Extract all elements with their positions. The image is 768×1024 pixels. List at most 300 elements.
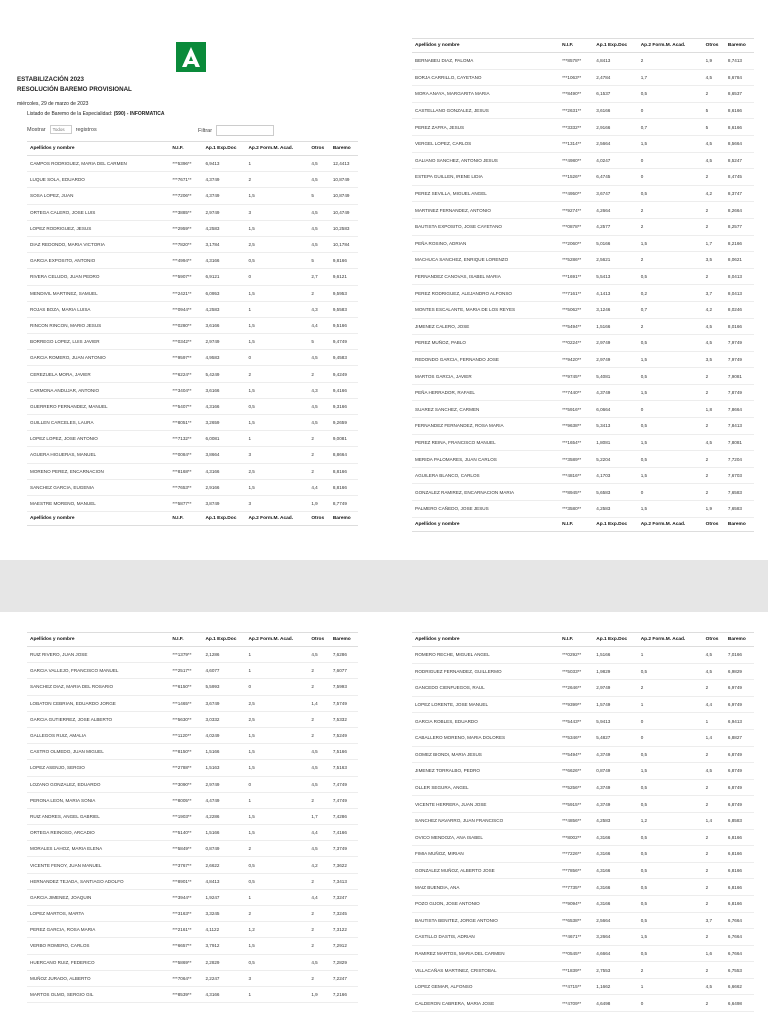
col-otros-cell: 4,5: [703, 647, 725, 664]
col-ap1-cell: 3,6747: [593, 185, 637, 202]
col-name-cell: LOPEZ MARTOS, MARTA: [27, 906, 169, 922]
col-nif-cell: ***5033**: [559, 663, 593, 680]
table-row: [27, 172, 358, 188]
col-baremo-cell: 7,5166: [330, 744, 358, 760]
col-ap1-header[interactable]: Ap.1 Exp.Doc: [202, 142, 245, 156]
col-ap2-cell: 0: [245, 269, 308, 285]
col-ap2-cell: 1,5: [245, 938, 308, 954]
table-row: [27, 986, 358, 1002]
col-otros-cell: 1,9: [703, 53, 725, 70]
col-name-cell: GARCIA VALLEJO, FRANCISCO MANUEL: [27, 663, 169, 679]
baremo-table: [27, 632, 358, 1003]
col-name-cell: FERNANDEZ FERNANDEZ, ROSA MARIA: [412, 418, 559, 435]
col-nif-cell: ***3090**: [169, 776, 202, 792]
col-nif-cell: ***2161**: [169, 922, 202, 938]
col-nif-cell: ***7856**: [559, 862, 593, 879]
table-row: [412, 763, 754, 780]
col-otros-cell: 4,2: [703, 301, 725, 318]
col-name-header: Apellidos y nombre: [27, 633, 169, 647]
baremo-table: [412, 38, 754, 532]
col-ap1-cell: 4,3749: [593, 796, 637, 813]
col-nif-cell: ***9094**: [559, 895, 593, 912]
col-name-cell: PEREZ RODRIGUEZ, ALEJANDRO ALFONSO: [412, 285, 559, 302]
col-nif-cell: ***3580**: [559, 501, 593, 518]
table-row: [27, 398, 358, 414]
specialty: (590) - INFORMATICA: [113, 111, 165, 117]
col-ap2-cell: 1,5: [638, 467, 703, 484]
col-ap1-cell: 5,9413: [593, 713, 637, 730]
col-ap2-cell: 0,5: [245, 253, 308, 269]
col-ap1-cell: 3,8664: [202, 447, 245, 463]
col-otros-cell: 4,5: [308, 647, 330, 663]
col-name-cell: DIAZ REDONDO, MARIA VICTORIA: [27, 236, 169, 252]
col-baremo-cell: 7,2247: [330, 970, 358, 986]
col-otros-cell: 4,5: [703, 335, 725, 352]
table-row: [27, 156, 358, 172]
col-ap2-cell: 0,5: [638, 451, 703, 468]
col-ap2-cell: 1: [245, 301, 308, 317]
col-ap1-cell: 2,9749: [593, 335, 637, 352]
col-ap1-cell: 4,3166: [202, 986, 245, 1002]
col-nif-cell: ***9274**: [559, 202, 593, 219]
col-nif-cell: ***3885**: [169, 204, 202, 220]
col-name-cell: BAUTISTA BENITEZ, JORGE ANTONIO: [412, 912, 559, 929]
col-nif-cell: ***0878**: [559, 218, 593, 235]
filter-label: Filtrar: [198, 127, 213, 134]
col-otros-cell: 2,7: [308, 269, 330, 285]
show-label: Mostrar: [27, 126, 46, 133]
col-baremo-cell: 7,7204: [725, 451, 754, 468]
table-row: [412, 862, 754, 879]
col-ap1-cell: 6,9121: [202, 269, 245, 285]
length-select[interactable]: Todos: [50, 125, 72, 134]
table-row: [412, 779, 754, 796]
col-name-cell: PERONA LEON, MARIA SONIA: [27, 792, 169, 808]
col-baremo-cell: 6,9749: [725, 680, 754, 697]
col-otros-cell: 2: [703, 169, 725, 186]
table-row: [412, 384, 754, 401]
col-name-cell: PEÑA HERRADOR, RAFAEL: [412, 384, 559, 401]
col-nif-cell: ***8539**: [169, 986, 202, 1002]
col-ap1-cell: 2,5664: [593, 912, 637, 929]
col-name-cell: PEÑA ROSINO, ADRIAN: [412, 235, 559, 252]
col-nif-cell: ***5494**: [559, 318, 593, 335]
col-nif-cell: ***7132**: [169, 431, 202, 447]
col-nif-cell: ***3404**: [169, 382, 202, 398]
col-ap1-cell: 4,3166: [593, 846, 637, 863]
col-baremo-cell: 6,8827: [725, 729, 754, 746]
col-baremo-cell: 9,5953: [330, 285, 358, 301]
col-otros-cell: 2: [703, 202, 725, 219]
col-ap2-cell: 3: [245, 204, 308, 220]
col-name-cell: SANCHEZ DIAZ, MARIA DEL ROSARIO: [27, 679, 169, 695]
table-row: [27, 954, 358, 970]
col-name-cell: JIMENEZ CALERO, JOSE: [412, 318, 559, 335]
table-row: [27, 647, 358, 663]
col-nif-cell: ***9399**: [559, 696, 593, 713]
col-ap1-cell: 6,0953: [202, 285, 245, 301]
col-ap2-cell: 1: [245, 156, 308, 172]
col-ap1-cell: 5,4827: [593, 729, 637, 746]
col-ap2-cell: 2: [638, 53, 703, 70]
col-nif-cell: ***0545**: [559, 945, 593, 962]
col-name-cell: RIVERA CELUDO, JUAN PEDRO: [27, 269, 169, 285]
col-baremo-cell: 8,0413: [725, 285, 754, 302]
doc-title: ESTABILIZACIÓN 2023: [17, 76, 84, 83]
col-ap1-cell: 3,2659: [202, 415, 245, 431]
col-nif-cell: ***8490**: [559, 86, 593, 103]
col-nif-cell: ***1465**: [169, 695, 202, 711]
col-ap2-cell: 0,5: [638, 895, 703, 912]
col-ap1-header: Ap.1 Exp.Doc: [202, 633, 245, 647]
col-ap1-cell: 0,8749: [593, 763, 637, 780]
col-baremo-cell: 6,9829: [725, 663, 754, 680]
col-nif-cell: ***7161**: [559, 285, 593, 302]
col-name-cell: MUÑOZ JURADO, ALBERTO: [27, 970, 169, 986]
table-row: [412, 351, 754, 368]
col-ap2-cell: 1: [638, 978, 703, 995]
col-baremo-cell: 10,8749: [330, 172, 358, 188]
table-row: [27, 711, 358, 727]
col-baremo-cell: 7,3245: [330, 906, 358, 922]
col-name-header: Apellidos y nombre: [412, 517, 559, 531]
table-row: [27, 415, 358, 431]
col-nif-cell: ***0280**: [169, 317, 202, 333]
col-name-cell: VERBO ROMERO, CARLOS: [27, 938, 169, 954]
col-ap1-cell: 4,3166: [593, 879, 637, 896]
col-ap2-cell: 1: [638, 647, 703, 664]
col-name-cell: GUERRERO FERNANDEZ, MANUEL: [27, 398, 169, 414]
table-row: [412, 945, 754, 962]
col-name-header: Apellidos y nombre: [412, 39, 559, 53]
col-name-cell: RODRIGUEZ FERNANDEZ, GUILLERMO: [412, 663, 559, 680]
col-ap1-cell: 4,3749: [202, 172, 245, 188]
col-baremo-header: Baremo: [725, 517, 754, 531]
col-baremo-cell: 7,8749: [725, 384, 754, 401]
col-name-cell: ESTEPA GUILLEN, IRENE LIDIA: [412, 169, 559, 186]
col-otros-cell: 4,4: [703, 696, 725, 713]
col-ap1-cell: 4,6077: [202, 663, 245, 679]
col-ap2-cell: 0,5: [245, 873, 308, 889]
col-nif-cell: ***8002**: [559, 829, 593, 846]
filter-input[interactable]: [216, 125, 274, 136]
col-nif-cell: ***5407**: [169, 398, 202, 414]
col-ap1-cell: 5,5993: [202, 679, 245, 695]
col-ap2-cell: 1: [245, 986, 308, 1002]
col-baremo-cell: 6,7664: [725, 945, 754, 962]
col-ap2-cell: 0,5: [638, 335, 703, 352]
table-row: [412, 846, 754, 863]
col-ap1-header: Ap.1 Exp.Doc: [593, 517, 637, 531]
col-otros-cell: 2: [703, 467, 725, 484]
col-ap1-cell: 5,4249: [202, 366, 245, 382]
col-otros-cell: 1,9: [703, 501, 725, 518]
col-baremo-cell: 8,7749: [330, 495, 358, 511]
col-baremo-header: Baremo: [330, 633, 358, 647]
col-ap1-cell: 1,5163: [202, 760, 245, 776]
col-otros-cell: 4,5: [308, 398, 330, 414]
col-ap2-cell: 0,5: [245, 398, 308, 414]
col-name-cell: OVICO MENDOZA, ANA ISABEL: [412, 829, 559, 846]
col-nif-cell: ***8578**: [559, 53, 593, 70]
col-otros-cell: 1,9: [308, 495, 330, 511]
col-baremo-cell: 9,4749: [330, 334, 358, 350]
col-ap1-cell: 2,9166: [202, 479, 245, 495]
col-ap2-cell: 2: [638, 680, 703, 697]
col-ap2-cell: 0,5: [638, 418, 703, 435]
col-baremo-cell: 7,6703: [725, 467, 754, 484]
col-nif-cell: ***8150**: [169, 744, 202, 760]
col-baremo-cell: 9,0081: [330, 431, 358, 447]
col-otros-cell: 4,4: [308, 889, 330, 905]
col-ap1-cell: 4,8413: [593, 53, 637, 70]
col-nif-cell: ***7671**: [169, 172, 202, 188]
col-nif-cell: ***1379**: [169, 647, 202, 663]
col-name-cell: LOZANO GONZALEZ, EDUARDO: [27, 776, 169, 792]
col-otros-cell: 1,7: [308, 808, 330, 824]
col-name-cell: LOPEZ RODRIGUEZ, JESUS: [27, 220, 169, 236]
col-name-cell: VERGEL LOPEZ, CARLOS: [412, 135, 559, 152]
col-ap1-header: Ap.1 Exp.Doc: [593, 39, 637, 53]
table-row: [27, 220, 358, 236]
col-nif-cell: ***1314**: [559, 135, 593, 152]
col-ap2-cell: 0,2: [638, 285, 703, 302]
col-otros-cell: 3,7: [703, 912, 725, 929]
col-ap1-cell: 6,1537: [593, 86, 637, 103]
page-3: [0, 612, 384, 1024]
col-nif-cell: ***7064**: [169, 970, 202, 986]
col-otros-cell: 2: [703, 879, 725, 896]
col-ap1-cell: 5,4081: [593, 368, 637, 385]
col-nif-header: N.I.F.: [559, 633, 593, 647]
col-baremo-cell: 7,5249: [330, 727, 358, 743]
col-baremo-cell: 9,2659: [330, 415, 358, 431]
col-ap1-cell: 4,2583: [593, 812, 637, 829]
col-otros-cell: 1,4: [308, 695, 330, 711]
col-baremo-cell: 6,6662: [725, 978, 754, 995]
col-ap2-cell: 0: [638, 102, 703, 119]
col-ap1-cell: 4,3749: [593, 779, 637, 796]
col-nif-cell: ***5346**: [559, 729, 593, 746]
col-name-cell: CARMONA ANDUJAR, ANTONIO: [27, 382, 169, 398]
col-baremo-cell: 6,8166: [725, 846, 754, 863]
col-nif-cell: ***6626**: [559, 763, 593, 780]
col-ap2-cell: 0: [638, 713, 703, 730]
col-ap2-cell: 1,5: [245, 188, 308, 204]
col-baremo-cell: 9,8166: [330, 253, 358, 269]
col-baremo-cell: 7,9749: [725, 351, 754, 368]
col-nif-cell: ***2421**: [169, 285, 202, 301]
col-ap2-cell: 2: [245, 906, 308, 922]
col-ap2-cell: 3: [245, 495, 308, 511]
table-row: [27, 922, 358, 938]
col-otros-cell: 1,8: [703, 401, 725, 418]
col-baremo-cell: 7,9081: [725, 368, 754, 385]
col-name-cell: GARCIA ROBLES, EDUARDO: [412, 713, 559, 730]
table-row: [412, 335, 754, 352]
col-name-cell: MERIDA PALOMARES, JUAN CARLOS: [412, 451, 559, 468]
col-nif-cell: ***7206**: [169, 188, 202, 204]
col-baremo-cell: 7,0166: [725, 647, 754, 664]
col-ap2-header: Ap.2 Form.M. Acad.: [638, 39, 703, 53]
col-otros-cell: 2: [308, 463, 330, 479]
col-ap2-cell: 0,5: [245, 954, 308, 970]
listing-line: [27, 111, 164, 117]
col-baremo-cell: 6,8749: [725, 779, 754, 796]
col-ap2-header: Ap.2 Form.M. Acad.: [245, 512, 308, 526]
col-name-cell: PEREZ MUÑOZ, PABLO: [412, 335, 559, 352]
col-name-cell: SOSA LOPEZ, JUAN: [27, 188, 169, 204]
table-row: [412, 647, 754, 664]
col-nif-cell: ***5396**: [169, 156, 202, 172]
col-name-cell: VILLACAÑAS MARTINEZ, CRISTOBAL: [412, 962, 559, 979]
col-otros-cell: 2: [703, 746, 725, 763]
table-row: [412, 746, 754, 763]
col-ap1-cell: 3,8749: [202, 495, 245, 511]
col-otros-cell: 2: [703, 268, 725, 285]
col-baremo-cell: 8,0166: [725, 318, 754, 335]
col-otros-cell: 4,4: [308, 479, 330, 495]
col-ap2-cell: 1,5: [638, 501, 703, 518]
col-name-cell: BORREGO LOPEZ, LUIS JAVIER: [27, 334, 169, 350]
col-otros-cell: 4,5: [308, 841, 330, 857]
header-row: [27, 633, 358, 647]
col-otros-cell: 2: [308, 711, 330, 727]
col-nif-cell: ***1120**: [169, 727, 202, 743]
col-ap2-cell: 0,5: [638, 879, 703, 896]
col-otros-cell: 2: [308, 285, 330, 301]
col-baremo-cell: 7,4286: [330, 808, 358, 824]
col-name-cell: MARTOS GARCIA, JAVIER: [412, 368, 559, 385]
table-row: [27, 463, 358, 479]
table-row: [412, 152, 754, 169]
col-otros-cell: 4,5: [703, 663, 725, 680]
col-baremo-cell: 8,2664: [725, 202, 754, 219]
col-name-cell: CASTILLO DASTIS, ADRIAN: [412, 929, 559, 946]
col-ap1-cell: 1,9247: [202, 889, 245, 905]
col-baremo-cell: 7,5163: [330, 760, 358, 776]
col-ap2-header[interactable]: Ap.2 Form.M. Acad.: [245, 142, 308, 156]
col-otros-cell: 2: [703, 829, 725, 846]
col-ap2-cell: 1,5: [245, 334, 308, 350]
table-row: [27, 431, 358, 447]
col-ap2-header: Ap.2 Form.M. Acad.: [638, 633, 703, 647]
col-ap2-cell: 1: [245, 647, 308, 663]
col-nif-cell: ***7226**: [559, 846, 593, 863]
col-baremo-header: Baremo: [330, 512, 358, 526]
col-otros-cell: 4,5: [703, 434, 725, 451]
col-ap2-cell: 1: [245, 889, 308, 905]
col-name-header[interactable]: Apellidos y nombre: [27, 142, 169, 156]
col-ap1-cell: 1,8081: [593, 434, 637, 451]
table-row: [412, 929, 754, 946]
col-ap2-cell: 1,5: [638, 135, 703, 152]
col-name-cell: LUQUE SOLA, EDUARDO: [27, 172, 169, 188]
col-ap2-cell: 0,5: [638, 268, 703, 285]
col-otros-header[interactable]: Otros: [308, 142, 330, 156]
col-otros-cell: 4,3: [308, 382, 330, 398]
col-baremo-cell: 9,5166: [330, 317, 358, 333]
col-nif-header: N.I.F.: [169, 633, 202, 647]
col-name-cell: MARTINEZ FERNANDEZ, ANTONIO: [412, 202, 559, 219]
col-ap1-cell: 3,7912: [202, 938, 245, 954]
col-ap1-cell: 6,9413: [202, 156, 245, 172]
table-row: [412, 69, 754, 86]
col-ap2-cell: 1: [245, 431, 308, 447]
col-ap1-cell: 2,4784: [593, 69, 637, 86]
col-baremo-header: Baremo: [725, 39, 754, 53]
col-nif-cell: ***5494**: [559, 746, 593, 763]
col-ap2-cell: 1,5: [245, 220, 308, 236]
table-row: [412, 484, 754, 501]
col-name-cell: GOMEZ BIONDI, MARIA JESUS: [412, 746, 559, 763]
col-ap2-cell: 1,5: [245, 808, 308, 824]
col-ap1-cell: 5,2204: [593, 451, 637, 468]
col-ap2-cell: 1,5: [638, 763, 703, 780]
col-nif-cell: ***1654**: [559, 434, 593, 451]
col-name-cell: VICENTE FENOY, JUAN MANUEL: [27, 857, 169, 873]
col-baremo-cell: 7,6583: [725, 484, 754, 501]
col-ap2-cell: 2: [245, 841, 308, 857]
table-row: [412, 713, 754, 730]
records-label: registros: [75, 126, 97, 133]
col-ap2-cell: 0,7: [638, 301, 703, 318]
col-ap2-cell: 0: [638, 169, 703, 186]
table-row: [27, 679, 358, 695]
col-nif-cell: ***7440**: [559, 384, 593, 401]
col-name-cell: ORTEGA REINOSO, ARCADIO: [27, 825, 169, 841]
col-nif-cell: ***5849**: [169, 841, 202, 857]
table-row: [412, 119, 754, 136]
col-otros-header: Otros: [308, 512, 330, 526]
col-ap2-cell: 0: [638, 484, 703, 501]
col-ap1-cell: 1,5166: [593, 647, 637, 664]
table-row: [412, 879, 754, 896]
col-otros-cell: 4,5: [308, 350, 330, 366]
col-name-cell: GARCIA ROMERO, JUAN ANTONIO: [27, 350, 169, 366]
col-ap2-cell: 1,5: [245, 825, 308, 841]
footer-row: [27, 512, 358, 526]
col-nif-cell: ***5869**: [169, 954, 202, 970]
col-name-cell: LOPEZ LOPEZ, JOSE ANTONIO: [27, 431, 169, 447]
table-row: [412, 268, 754, 285]
col-ap1-cell: 3,6749: [202, 695, 245, 711]
col-baremo-cell: 8,8166: [330, 463, 358, 479]
col-otros-cell: 2: [308, 727, 330, 743]
col-otros-cell: 2: [308, 792, 330, 808]
footer-row: [412, 517, 754, 531]
col-baremo-cell: 6,8583: [725, 812, 754, 829]
table-row: [27, 857, 358, 873]
col-nif-header[interactable]: N.I.F.: [169, 142, 202, 156]
table-row: [27, 366, 358, 382]
col-ap1-cell: 5,0166: [593, 235, 637, 252]
col-name-cell: MORA ANAYA, MARGARITA MARIA: [412, 86, 559, 103]
col-otros-cell: 4,2: [308, 857, 330, 873]
col-otros-cell: 2: [308, 431, 330, 447]
table-row: [412, 829, 754, 846]
col-nif-cell: ***9597**: [169, 350, 202, 366]
col-ap2-cell: 2: [638, 962, 703, 979]
col-baremo-header[interactable]: Baremo: [330, 142, 358, 156]
col-otros-cell: 4,5: [308, 172, 330, 188]
col-otros-cell: 5: [703, 102, 725, 119]
col-ap2-cell: 2: [638, 318, 703, 335]
col-ap1-cell: 2,9749: [202, 204, 245, 220]
col-baremo-cell: 6,8749: [725, 796, 754, 813]
header-row: [412, 633, 754, 647]
col-nif-cell: ***4994**: [169, 253, 202, 269]
